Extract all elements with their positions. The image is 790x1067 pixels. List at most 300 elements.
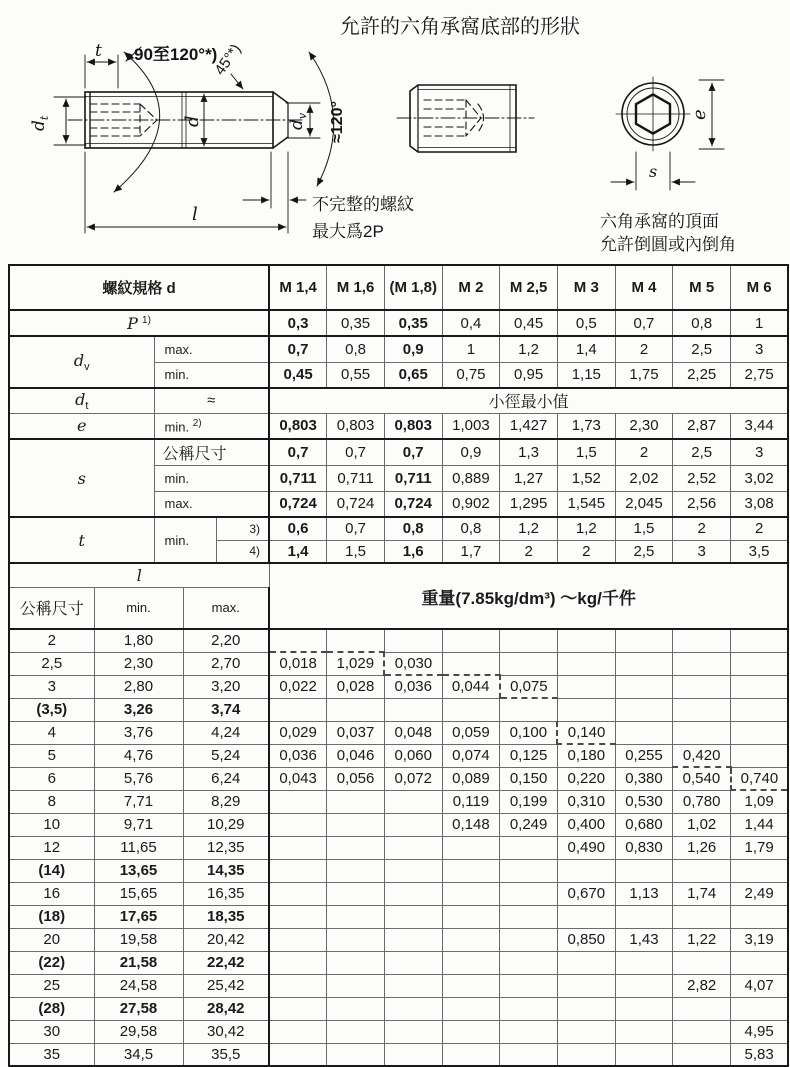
length-row: [9, 974, 788, 997]
weight-cell: [384, 859, 442, 882]
spec-value-cell: 3,08: [731, 491, 789, 517]
weight-cell: 1,09: [731, 790, 789, 813]
weight-cell: [731, 905, 789, 928]
size-cell: 4: [9, 721, 94, 744]
spec-value-cell: 2: [557, 540, 615, 563]
spec-value-cell: 2,87: [673, 413, 731, 439]
weight-cell: [557, 629, 615, 652]
spec-value-cell: 0,65: [384, 362, 442, 388]
spec-value-cell: 0,4: [442, 310, 500, 336]
weight-cell: [673, 905, 731, 928]
weight-cell: [442, 629, 500, 652]
weight-cell: 3,19: [731, 928, 789, 951]
weight-cell: 0,540: [673, 767, 731, 790]
e-min-sublabel: min. $^{2)}$: [154, 413, 269, 439]
weight-cell: 0,140: [557, 721, 615, 744]
weight-cell: 4,07: [731, 974, 789, 997]
weight-cell: [557, 652, 615, 675]
weight-cell: [384, 905, 442, 928]
dv-max-sublabel: max.: [154, 336, 269, 362]
weight-cell: [442, 997, 500, 1020]
l-min-cell: 1,80: [94, 629, 183, 652]
size-cell: (18): [9, 905, 94, 928]
spec-value-cell: 0,889: [442, 465, 500, 491]
socket-face-caption-1: 六角承窩的頂面: [600, 212, 719, 231]
l-max-cell: 3,74: [183, 698, 269, 721]
t-sup3: 3): [216, 517, 269, 540]
weight-cell: [557, 859, 615, 882]
dt-row: [9, 388, 788, 413]
spec-value-cell: 0,803: [384, 413, 442, 439]
length-row: [9, 790, 788, 813]
weight-cell: [500, 652, 558, 675]
weight-cell: [615, 698, 673, 721]
weight-cell: [327, 928, 385, 951]
weight-cell: [269, 698, 327, 721]
weight-cell: [327, 859, 385, 882]
size-cell: 5: [9, 744, 94, 767]
l-min-cell: 7,71: [94, 790, 183, 813]
l-max-cell: 28,42: [183, 997, 269, 1020]
weight-cell: 0,220: [557, 767, 615, 790]
spec-value-cell: 3,5: [731, 540, 789, 563]
column-header: (M 1,8): [384, 265, 442, 310]
length-row: [9, 836, 788, 859]
weight-header: 重量(7.85kg/dm³) ～kg/千件: [269, 563, 788, 629]
dt-span-text: 小徑最小值: [269, 388, 788, 413]
weight-cell: 0,255: [615, 744, 673, 767]
length-row: [9, 675, 788, 698]
technical-drawing: [0, 0, 790, 262]
column-header: M 5: [673, 265, 731, 310]
l-min-cell: 5,76: [94, 767, 183, 790]
weight-cell: 0,044: [442, 675, 500, 698]
weight-cell: [731, 721, 789, 744]
spec-value-cell: 0,7: [615, 310, 673, 336]
weight-cell: 0,074: [442, 744, 500, 767]
socket-top-view: [611, 77, 724, 190]
size-cell: 12: [9, 836, 94, 859]
spec-value-cell: 0,711: [384, 465, 442, 491]
spec-value-cell: 0,35: [384, 310, 442, 336]
weight-cell: [557, 675, 615, 698]
weight-cell: 0,043: [269, 767, 327, 790]
nominal-size-header: 公稱尺寸: [9, 587, 94, 629]
l-min-cell: 11,65: [94, 836, 183, 859]
length-weight-table: [8, 562, 789, 1067]
dim-e-label: e: [689, 109, 710, 120]
spec-value-cell: 3,02: [731, 465, 789, 491]
spec-value-cell: 2,30: [615, 413, 673, 439]
spec-value-cell: 2,5: [673, 336, 731, 362]
spec-header-label: 螺紋規格 d: [9, 265, 269, 310]
weight-cell: [500, 905, 558, 928]
chamfer-45-label: 45°*): [211, 41, 245, 79]
weight-cell: [327, 698, 385, 721]
incomplete-thread-note-1: 不完整的螺紋: [312, 195, 414, 214]
weight-cell: 1,79: [731, 836, 789, 859]
l-min-cell: 3,76: [94, 721, 183, 744]
length-row: [9, 997, 788, 1020]
weight-cell: 0,046: [327, 744, 385, 767]
weight-cell: [384, 951, 442, 974]
weight-cell: [269, 859, 327, 882]
spec-value-cell: 2: [500, 540, 558, 563]
size-cell: 3: [9, 675, 94, 698]
spec-value-cell: 3: [731, 336, 789, 362]
weight-cell: [557, 905, 615, 928]
weight-cell: [442, 836, 500, 859]
weight-cell: [269, 928, 327, 951]
spec-value-cell: 2,52: [673, 465, 731, 491]
e-row: [9, 413, 788, 439]
weight-cell: 5,83: [731, 1043, 789, 1066]
weight-cell: 0,310: [557, 790, 615, 813]
t-min3-row: [9, 517, 788, 540]
weight-cell: 0,125: [500, 744, 558, 767]
l-header-row: [9, 563, 788, 587]
weight-cell: 0,490: [557, 836, 615, 859]
weight-cell: [500, 698, 558, 721]
spec-value-cell: 0,7: [327, 439, 385, 465]
weight-cell: [327, 836, 385, 859]
spec-value-cell: 1,6: [384, 540, 442, 563]
weight-cell: [269, 951, 327, 974]
spec-value-cell: 0,724: [384, 491, 442, 517]
l-min-cell: 21,58: [94, 951, 183, 974]
weight-cell: [327, 974, 385, 997]
weight-cell: 1,43: [615, 928, 673, 951]
spec-value-cell: 1,2: [500, 517, 558, 540]
weight-cell: [442, 698, 500, 721]
spec-value-cell: 1,5: [327, 540, 385, 563]
spec-header-row: [9, 265, 788, 310]
spec-value-cell: 1,4: [269, 540, 327, 563]
t-min-sublabel: min.: [154, 517, 216, 563]
spec-value-cell: 1,4: [557, 336, 615, 362]
l-max-cell: 4,24: [183, 721, 269, 744]
weight-cell: 0,022: [269, 675, 327, 698]
weight-cell: 1,74: [673, 882, 731, 905]
weight-cell: [442, 905, 500, 928]
weight-cell: 0,400: [557, 813, 615, 836]
length-table-body: [9, 629, 788, 1066]
spec-value-cell: 1,3: [500, 439, 558, 465]
weight-cell: [615, 1020, 673, 1043]
weight-cell: 0,148: [442, 813, 500, 836]
weight-cell: 4,95: [731, 1020, 789, 1043]
weight-cell: [384, 928, 442, 951]
spec-value-cell: 2,56: [673, 491, 731, 517]
weight-cell: 0,199: [500, 790, 558, 813]
weight-cell: 0,150: [500, 767, 558, 790]
weight-cell: 0,075: [500, 675, 558, 698]
weight-cell: [327, 629, 385, 652]
length-row: [9, 813, 788, 836]
weight-cell: [384, 629, 442, 652]
dv-label: $d_v$: [9, 336, 154, 388]
weight-cell: [673, 997, 731, 1020]
spec-value-cell: 0,7: [269, 336, 327, 362]
weight-cell: [615, 974, 673, 997]
l-max-cell: 2,70: [183, 652, 269, 675]
weight-cell: 0,830: [615, 836, 673, 859]
spec-value-cell: 1,27: [500, 465, 558, 491]
spec-value-cell: 0,95: [500, 362, 558, 388]
weight-cell: [673, 951, 731, 974]
weight-cell: [500, 951, 558, 974]
weight-cell: 0,028: [327, 675, 385, 698]
weight-cell: [673, 675, 731, 698]
weight-cell: [731, 675, 789, 698]
spec-value-cell: 0,6: [269, 517, 327, 540]
column-header: M 4: [615, 265, 673, 310]
dim-l-label: l: [192, 204, 198, 225]
size-cell: 8: [9, 790, 94, 813]
spec-value-cell: 1,5: [557, 439, 615, 465]
weight-cell: [269, 882, 327, 905]
weight-cell: [327, 813, 385, 836]
weight-cell: [384, 698, 442, 721]
l-max-cell: 14,35: [183, 859, 269, 882]
weight-cell: [731, 629, 789, 652]
length-row: [9, 882, 788, 905]
weight-cell: 1,44: [731, 813, 789, 836]
pitch-row: [9, 310, 788, 336]
l-max-cell: 3,20: [183, 675, 269, 698]
weight-cell: [557, 974, 615, 997]
weight-cell: [327, 790, 385, 813]
spec-value-cell: 0,45: [500, 310, 558, 336]
s-label: s: [9, 439, 154, 517]
weight-cell: [442, 1020, 500, 1043]
weight-cell: 0,029: [269, 721, 327, 744]
l-min-cell: 17,65: [94, 905, 183, 928]
weight-cell: [615, 675, 673, 698]
spec-value-cell: 0,8: [442, 517, 500, 540]
length-row: [9, 698, 788, 721]
weight-cell: 0,060: [384, 744, 442, 767]
l-max-cell: 8,29: [183, 790, 269, 813]
weight-cell: [327, 997, 385, 1020]
spec-value-cell: 2,045: [615, 491, 673, 517]
spec-value-cell: 3: [673, 540, 731, 563]
weight-cell: [269, 836, 327, 859]
l-min-cell: 9,71: [94, 813, 183, 836]
l-max-cell: 22,42: [183, 951, 269, 974]
weight-cell: [384, 790, 442, 813]
spec-value-cell: 0,8: [673, 310, 731, 336]
s-nom-row: [9, 439, 788, 465]
weight-cell: [731, 859, 789, 882]
weight-cell: [269, 1020, 327, 1043]
spec-value-cell: 0,711: [327, 465, 385, 491]
l-max-cell: 20,42: [183, 928, 269, 951]
weight-cell: 1,02: [673, 813, 731, 836]
dt-approx: ≈: [154, 388, 269, 413]
size-cell: (28): [9, 997, 94, 1020]
column-header: M 1,6: [327, 265, 385, 310]
s-nom-sublabel: 公稱尺寸: [154, 439, 269, 465]
length-row: [9, 905, 788, 928]
weight-cell: [673, 652, 731, 675]
spec-value-cell: 0,55: [327, 362, 385, 388]
length-row: [9, 629, 788, 652]
weight-cell: [500, 1020, 558, 1043]
length-row: [9, 721, 788, 744]
weight-cell: [615, 652, 673, 675]
weight-cell: [557, 951, 615, 974]
weight-cell: 0,100: [500, 721, 558, 744]
weight-cell: [442, 882, 500, 905]
spec-value-cell: 2: [615, 336, 673, 362]
weight-cell: 0,072: [384, 767, 442, 790]
size-cell: 35: [9, 1043, 94, 1066]
l-min-cell: 19,58: [94, 928, 183, 951]
spec-value-cell: 0,35: [327, 310, 385, 336]
weight-cell: 0,048: [384, 721, 442, 744]
l-min-cell: 34,5: [94, 1043, 183, 1066]
weight-cell: [269, 997, 327, 1020]
weight-cell: 0,850: [557, 928, 615, 951]
weight-cell: [731, 997, 789, 1020]
weight-cell: [327, 951, 385, 974]
weight-cell: 0,037: [327, 721, 385, 744]
weight-cell: 0,380: [615, 767, 673, 790]
weight-cell: [442, 974, 500, 997]
weight-cell: 1,13: [615, 882, 673, 905]
weight-cell: [615, 859, 673, 882]
l-max-cell: 35,5: [183, 1043, 269, 1066]
l-max-cell: 12,35: [183, 836, 269, 859]
length-row: [9, 859, 788, 882]
spec-value-cell: 0,711: [269, 465, 327, 491]
l-min-cell: 15,65: [94, 882, 183, 905]
l-min-cell: 2,80: [94, 675, 183, 698]
incomplete-thread-note-2: 最大爲2P: [312, 222, 384, 241]
column-header: M 3: [557, 265, 615, 310]
spec-value-cell: 0,5: [557, 310, 615, 336]
weight-cell: 0,420: [673, 744, 731, 767]
spec-value-cell: 0,3: [269, 310, 327, 336]
weight-cell: [269, 813, 327, 836]
approx-120-label: ≈120°: [329, 101, 346, 143]
spec-value-cell: 1,295: [500, 491, 558, 517]
l-min-cell: 13,65: [94, 859, 183, 882]
weight-cell: [442, 652, 500, 675]
spec-value-cell: 0,724: [269, 491, 327, 517]
weight-cell: 2,49: [731, 882, 789, 905]
weight-cell: 0,089: [442, 767, 500, 790]
e-label: e: [9, 413, 154, 439]
spec-value-cell: 0,724: [327, 491, 385, 517]
spec-value-cell: 1,003: [442, 413, 500, 439]
spec-value-cell: 2,5: [673, 439, 731, 465]
spec-value-cell: 1,75: [615, 362, 673, 388]
spec-value-cell: 0,803: [269, 413, 327, 439]
spec-value-cell: 3,44: [731, 413, 789, 439]
weight-cell: [731, 951, 789, 974]
weight-cell: 0,036: [269, 744, 327, 767]
tables-container: [8, 264, 788, 1067]
spec-value-cell: 1,545: [557, 491, 615, 517]
l-max-cell: 6,24: [183, 767, 269, 790]
size-cell: 2: [9, 629, 94, 652]
weight-cell: 1,029: [327, 652, 385, 675]
spec-value-cell: 1,7: [442, 540, 500, 563]
t-label: t: [9, 517, 154, 563]
dim-dt-label: $d_t$: [29, 115, 51, 131]
l-max-header: max.: [183, 587, 269, 629]
t-sup4: 4): [216, 540, 269, 563]
weight-cell: 2,82: [673, 974, 731, 997]
weight-cell: [500, 928, 558, 951]
spec-value-cell: 0,7: [327, 517, 385, 540]
weight-cell: 0,780: [673, 790, 731, 813]
weight-cell: [384, 974, 442, 997]
column-header: M 6: [731, 265, 789, 310]
weight-cell: [269, 974, 327, 997]
l-max-cell: 5,24: [183, 744, 269, 767]
weight-cell: 0,056: [327, 767, 385, 790]
spec-value-cell: 1,5: [615, 517, 673, 540]
weight-cell: [500, 836, 558, 859]
dv-max-row: [9, 336, 788, 362]
column-header: M 2,5: [500, 265, 558, 310]
weight-cell: 0,249: [500, 813, 558, 836]
length-row: [9, 744, 788, 767]
weight-cell: [557, 698, 615, 721]
spec-value-cell: 0,8: [384, 517, 442, 540]
spec-value-cell: 0,7: [269, 439, 327, 465]
weight-cell: 0,530: [615, 790, 673, 813]
l-header: l: [9, 563, 269, 587]
dt-label: $d_t$: [9, 388, 154, 413]
l-max-cell: 18,35: [183, 905, 269, 928]
size-cell: 20: [9, 928, 94, 951]
length-row: [9, 652, 788, 675]
dim-s-label: s: [649, 162, 658, 181]
weight-cell: [673, 859, 731, 882]
weight-cell: [500, 997, 558, 1020]
spec-value-cell: 1,2: [500, 336, 558, 362]
l-max-cell: 25,42: [183, 974, 269, 997]
spec-value-cell: 3: [731, 439, 789, 465]
weight-cell: 0,180: [557, 744, 615, 767]
weight-cell: [673, 698, 731, 721]
weight-cell: [673, 721, 731, 744]
weight-cell: 1,26: [673, 836, 731, 859]
weight-cell: [500, 859, 558, 882]
page-title: 允許的六角承窩底部的形狀: [340, 16, 580, 38]
spec-value-cell: 0,45: [269, 362, 327, 388]
spec-value-cell: 2,02: [615, 465, 673, 491]
size-cell: (3,5): [9, 698, 94, 721]
weight-cell: [731, 698, 789, 721]
spec-value-cell: 0,902: [442, 491, 500, 517]
dim-dv-label: $d_v$: [287, 112, 309, 130]
weight-cell: [557, 997, 615, 1020]
length-row: [9, 767, 788, 790]
column-header: M 1,4: [269, 265, 327, 310]
weight-cell: [384, 813, 442, 836]
l-max-cell: 16,35: [183, 882, 269, 905]
length-row: [9, 928, 788, 951]
weight-cell: 0,740: [731, 767, 789, 790]
weight-cell: [327, 905, 385, 928]
spec-value-cell: 1,52: [557, 465, 615, 491]
spec-value-cell: 0,9: [384, 336, 442, 362]
